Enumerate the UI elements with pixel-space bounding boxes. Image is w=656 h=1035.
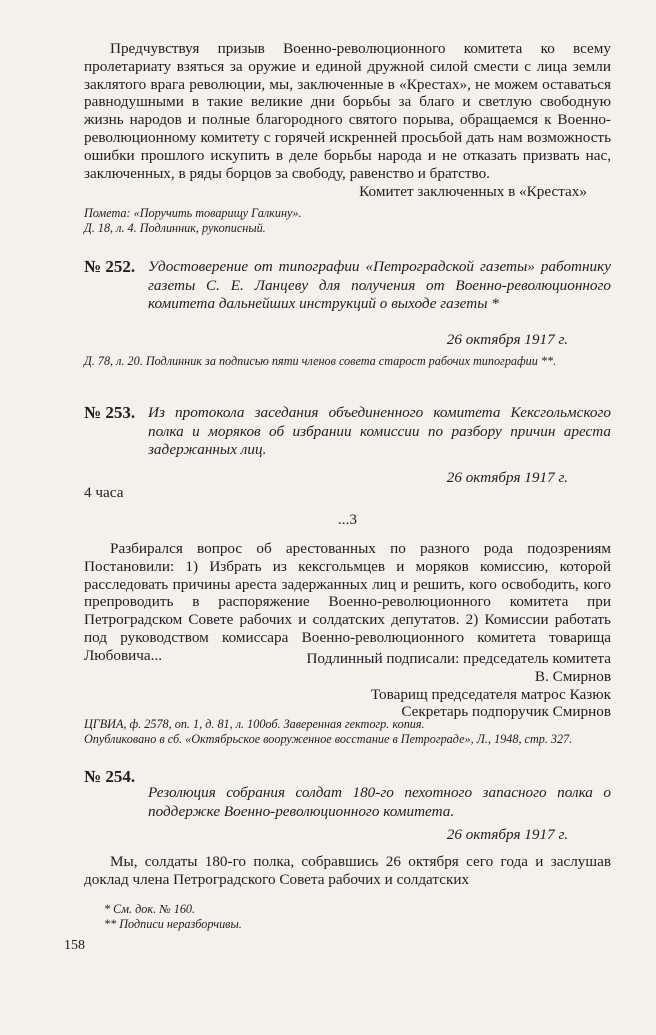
doc-252-header [84, 258, 611, 314]
doc-253-time: 4 часа [84, 484, 124, 501]
doc-252-number: № 252. [84, 257, 136, 276]
doc-253-signature-line: Товарищ председателя матрос Казюк [370, 685, 611, 703]
doc-253-source-archive: ЦГВИА, ф. 2578, оп. 1, д. 81, л. 100об. Заверенная гектогр. копия. [84, 717, 425, 731]
doc-253-header [84, 404, 611, 460]
doc-253-signature-line: Подлинный подписали: председатель комитета [306, 650, 611, 667]
intro-signature: Комитет заключенных в «Крестах» [359, 183, 587, 200]
doc-252-date: 26 октября 1917 г. [446, 331, 568, 348]
doc-254-date: 26 октября 1917 г. [446, 826, 568, 843]
doc-252-source: Д. 78, л. 20. Подлинник за подписью пяти членов совета старост рабочих типографии **. [84, 354, 557, 368]
doc-253-body: Разбирался вопрос об арестованных по разного рода подозрениям Постановили: 1) Избрать из кексгольмцев и моряков комиссию, которой расследовать причины ареста задержанных лиц и решить, кого освободить, кого препроводить в распоряжение Военно-революционного комитета при Петроградском Совете рабочих и солдатских депутатов. 2) Комиссии работать под руководством комиссара Военно-революционного комитета товарища Любовича... [84, 540, 611, 664]
intro-note-marking: Помета: «Поручить товарищу Галкину». [84, 206, 302, 220]
doc-254-body: Мы, солдаты 180-го полка, собравшись 26 октября сего года и заслушав доклад члена Петроградского Совета рабочих и солдатских [84, 853, 611, 888]
doc-252-title: Удостоверение от типографии «Петроградской газеты» работнику газеты С. Е. Ланцеву для получения от Военно-революционного комитета дальнейших инструкций о выходе газеты * [148, 258, 611, 312]
doc-253-signature-line: Секретарь подпоручик Смирнов [401, 703, 611, 721]
intro-note-source: Д. 18, л. 4. Подлинник, рукописный. [84, 220, 266, 235]
doc-253-signatures [84, 650, 611, 721]
doc-253-signature-line: В. Смирнов [534, 667, 611, 685]
footnote: * См. док. № 160. [104, 902, 196, 916]
doc-253-title: Из протокола заседания объединенного комитета Кексгольмского полка и моряков об избрании комиссии по разбору причин ареста задержанных лиц. [148, 404, 611, 458]
doc-253-number: № 253. [84, 403, 136, 422]
page-number: 158 [64, 938, 85, 953]
footnotes [84, 902, 611, 931]
doc-253-source-publication: Опубликовано в сб. «Октябрьское вооруженное восстание в Петрограде», Л., 1948, стр. 327. [84, 731, 573, 746]
doc-254-number: № 254. [84, 767, 136, 786]
footnote: ** Подписи неразборчивы. [104, 916, 242, 931]
doc-254-title: Резолюция собрания солдат 180-го пехотного запасного полка о поддержке Военно-революционного комитета. [148, 784, 611, 820]
doc-253-date: 26 октября 1917 г. [446, 469, 568, 486]
doc-254-header [84, 768, 611, 821]
intro-notes [84, 206, 611, 235]
doc-253-sources [84, 717, 611, 746]
doc-253-ellipsis: ...3 [338, 511, 357, 528]
intro-paragraph: Предчувствуя призыв Военно-революционного комитета ко всему пролетариату взяться за оружие и единой дружной силой смести с лица земли заклятого врага революции, мы, заключенные в «Крестах», не можем оставаться равнодушными в такие великие дни борьбы за благо и светлую свободную жизнь народов и полные благородного святого порыва, обращаемся к Военно-революционному комитету с горячей искренней просьбой дать нам возможность ошибки прошлого искупить в деле борьбы народа и не отказать призвать нас, заключенных, в ряды борцов за свободу, равенство и братство. [84, 40, 611, 182]
